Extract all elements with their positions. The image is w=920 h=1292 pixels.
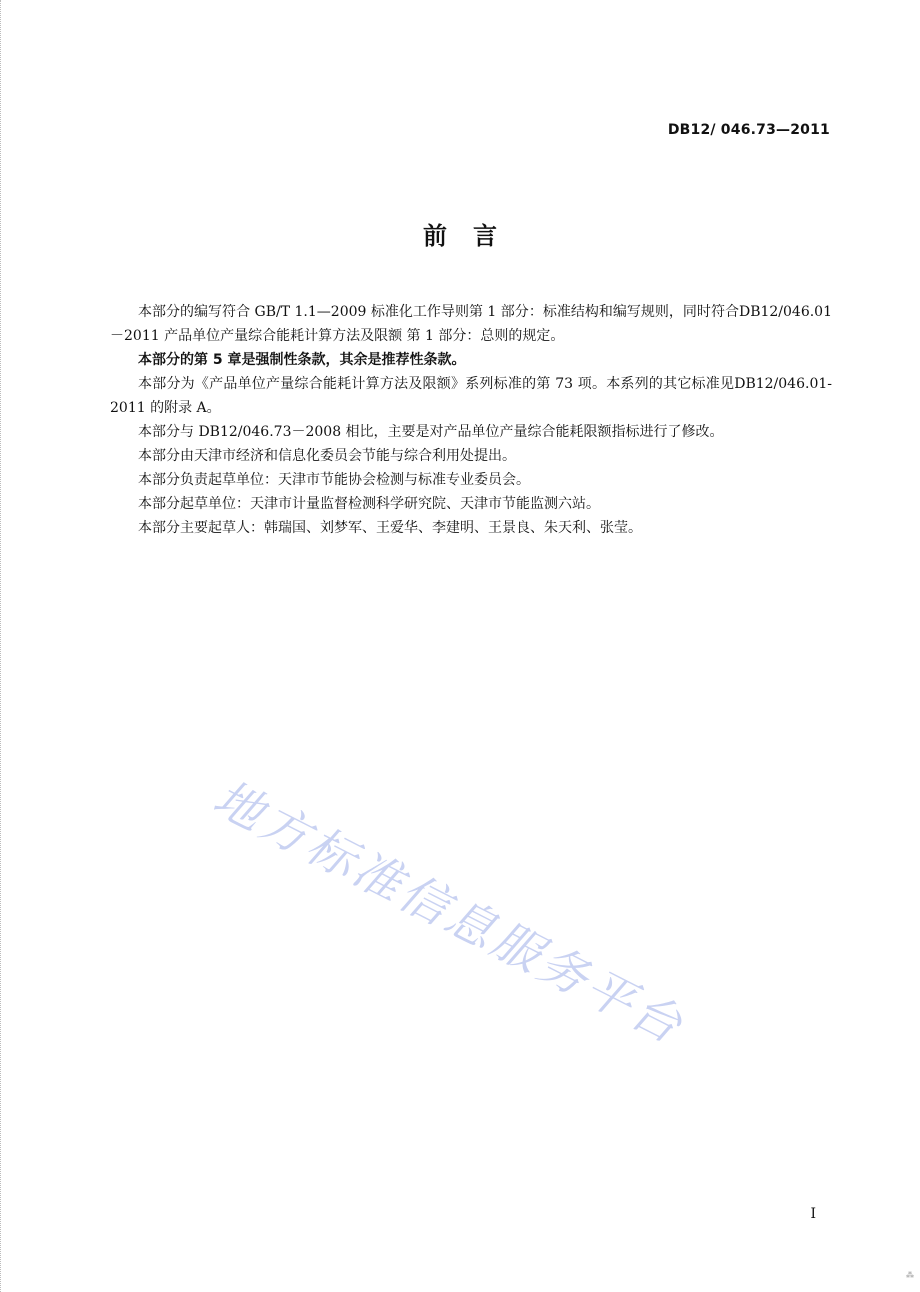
paragraph-4: 本部分与 DB12/046.73－2008 相比，主要是对产品单位产量综合能耗限额指标进行了修改。	[138, 424, 724, 440]
foreword-body	[110, 300, 832, 540]
paragraph-5: 本部分由天津市经济和信息化委员会节能与综合利用处提出。	[138, 448, 516, 464]
page-title: 前言	[423, 222, 523, 250]
page-number: I	[810, 1206, 816, 1222]
watermark: 地方标准信息服务平台	[204, 769, 694, 1056]
paragraph-3: 本部分为《产品单位产量综合能耗计算方法及限额》系列标准的第 73 项。本系列的其它标准见DB12/046.01-2011 的附录 A。	[110, 376, 832, 416]
paragraph-1: 本部分的编写符合 GB/T 1.1—2009 标准化工作导则第 1 部分：标准结构和编写规则，同时符合DB12/046.01－2011 产品单位产量综合能耗计算方法及限额 第 1 部分：总则的规定。	[110, 304, 832, 344]
scan-edge-line	[0, 0, 3, 1292]
paragraph-2: 本部分的第 5 章是强制性条款，其余是推荐性条款。	[138, 352, 466, 368]
corner-mark-icon: ⁂	[906, 1271, 914, 1280]
paragraph-6: 本部分负责起草单位：天津市节能协会检测与标准专业委员会。	[138, 472, 530, 488]
paragraph-7: 本部分起草单位：天津市计量监督检测科学研究院、天津市节能监测六站。	[138, 496, 600, 512]
paragraph-8: 本部分主要起草人：韩瑞国、刘梦军、王爱华、李建明、王景良、朱天利、张莹。	[138, 520, 642, 536]
document-code: DB12/ 046.73—2011	[667, 122, 830, 138]
